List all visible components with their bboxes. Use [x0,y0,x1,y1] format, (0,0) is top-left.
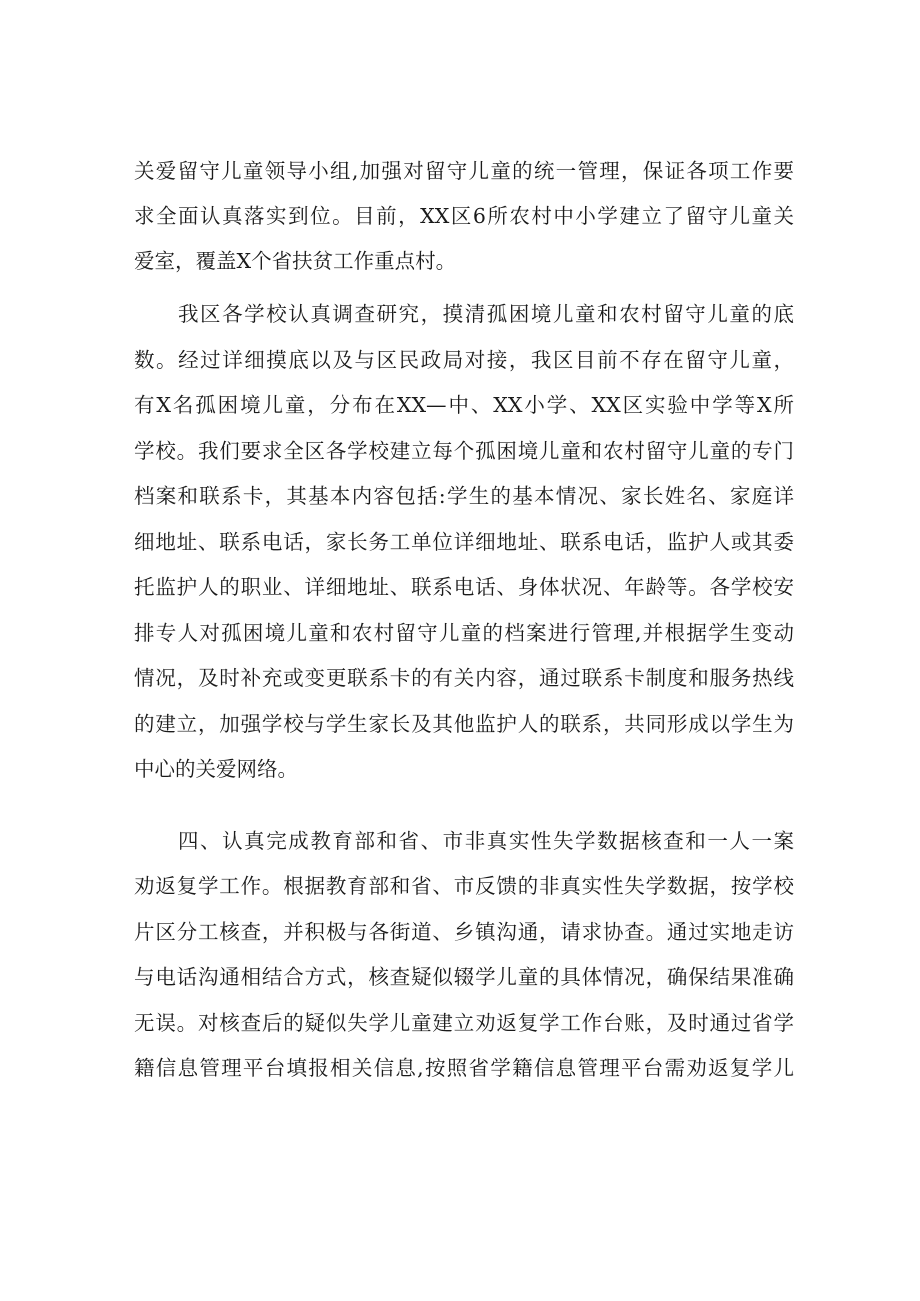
text-line: 排专人对孤困境儿童和农村留守儿童的档案进行管理,并根据学生变动 [134,621,794,645]
text-line: 求全面认真落实到位。目前，XX区6所农村中小学建立了留守儿童关 [134,204,794,228]
text-line: 中心的关爱网络。 [134,757,298,781]
text-line: 我区各学校认真调查研究，摸清孤困境儿童和农村留守儿童的底 [178,302,794,326]
text-line: 数。经过详细摸底以及与区民政局对接，我区目前不存在留守儿童， [134,348,794,372]
text-line: 有X名孤困境儿童，分布在XX—中、XX小学、XX区实验中学等X所 [134,393,794,417]
text-line: 托监护人的职业、详细地址、联系电话、身体状况、年龄等。各学校安 [134,575,794,599]
text-line: 籍信息管理平台填报相关信息,按照省学籍信息管理平台需劝返复学儿 [134,1056,794,1080]
text-line: 与电话沟通相结合方式，核查疑似辍学儿童的具体情况，确保结果准确 [134,965,794,989]
text-line: 片区分工核查，并积极与各街道、乡镇沟通，请求协查。通过实地走访 [134,920,794,944]
text-line: 无误。对核查后的疑似失学儿童建立劝返复学工作台账，及时通过省学 [134,1011,794,1035]
text-line: 细地址、联系电话，家长务工单位详细地址、联系电话，监护人或其委 [134,530,794,554]
text-line: 档案和联系卡，其基本内容包括:学生的基本情况、家长姓名、家庭详 [134,484,794,508]
text-line: 的建立，加强学校与学生家长及其他监护人的联系，共同形成以学生为 [134,712,794,736]
text-line: 学校。我们要求全区各学校建立每个孤困境儿童和农村留守儿童的专门 [134,439,794,463]
text-line: 爱室，覆盖X个省扶贫工作重点村。 [134,249,457,273]
text-line: 劝返复学工作。根据教育部和省、市反馈的非真实性失学数据，按学校 [134,874,794,898]
text-line: 四、认真完成教育部和省、市非真实性失学数据核查和一人一案 [178,829,794,853]
text-line: 关爱留守儿童领导小组,加强对留守儿童的统一管理，保证各项工作要 [134,159,794,183]
text-line: 情况，及时补充或变更联系卡的有关内容，通过联系卡制度和服务热线 [134,666,794,690]
